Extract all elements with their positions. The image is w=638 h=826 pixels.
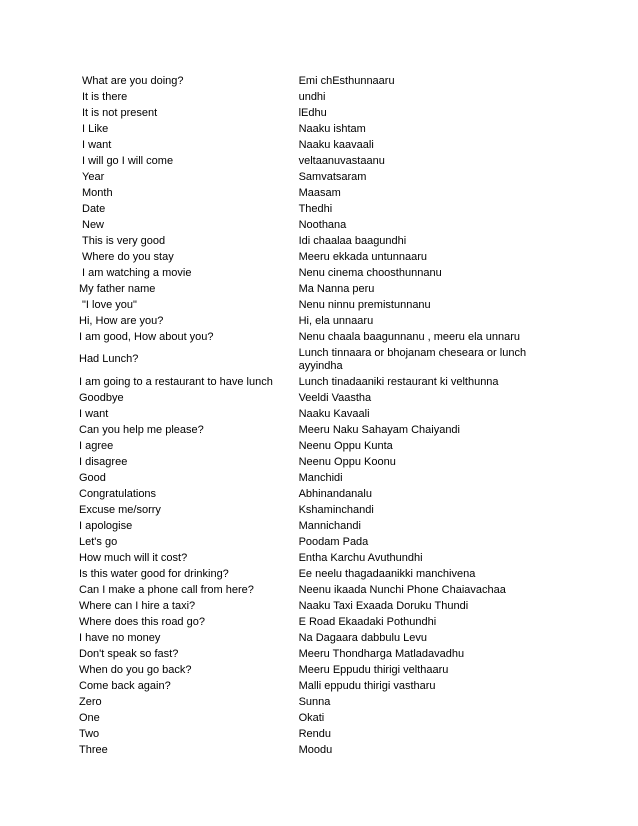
table-row — [79, 582, 549, 598]
table-row — [79, 233, 549, 249]
telugu-phrase: Naaku kaavaali — [298, 138, 374, 151]
telugu-phrase: Okati — [298, 711, 325, 724]
table-row — [79, 646, 549, 662]
english-phrase: Zero — [79, 695, 102, 708]
english-phrase: Three — [79, 743, 108, 756]
table-row — [79, 422, 549, 438]
table-row — [79, 518, 549, 534]
table-row — [79, 217, 549, 233]
table-row — [79, 742, 549, 758]
english-phrase: I agree — [79, 439, 114, 452]
table-row — [79, 137, 549, 153]
table-row — [79, 662, 549, 678]
english-phrase: Congratulations — [79, 487, 157, 500]
telugu-phrase: Meeru Naku Sahayam Chaiyandi — [298, 423, 460, 436]
table-row — [79, 550, 549, 566]
table-row — [79, 374, 549, 390]
table-row — [79, 249, 549, 265]
english-phrase: Let's go — [79, 535, 118, 548]
table-row — [79, 454, 549, 470]
telugu-phrase: Idi chaalaa baagundhi — [298, 234, 407, 247]
english-phrase: Where does this road go? — [79, 615, 205, 628]
table-row — [79, 345, 549, 374]
english-phrase: Can I make a phone call from here? — [79, 583, 254, 596]
telugu-phrase: Meeru Thondharga Matladavadhu — [298, 647, 465, 660]
table-row — [79, 710, 549, 726]
english-phrase: I will go I will come — [82, 154, 174, 167]
table-row — [79, 265, 549, 281]
table-row — [79, 169, 549, 185]
english-phrase: I want — [82, 138, 112, 151]
table-row — [79, 406, 549, 422]
table-row — [79, 297, 549, 313]
telugu-phrase: E Road Ekaadaki Pothundhi — [298, 615, 437, 628]
phrase-table — [79, 73, 549, 758]
english-phrase: I am watching a movie — [82, 266, 192, 279]
telugu-phrase: Malli eppudu thirigi vastharu — [298, 679, 436, 692]
telugu-phrase: Neenu ikaada Nunchi Phone Chaiavachaa — [298, 583, 506, 596]
table-row — [79, 470, 549, 486]
telugu-phrase: Meeru Eppudu thirigi velthaaru — [298, 663, 449, 676]
english-phrase: It is not present — [82, 106, 158, 119]
english-phrase: Is this water good for drinking? — [79, 567, 229, 580]
telugu-phrase: Sunna — [298, 695, 331, 708]
table-row — [79, 329, 549, 345]
english-phrase: I want — [79, 407, 109, 420]
telugu-phrase: Noothana — [298, 218, 347, 231]
english-phrase: I disagree — [79, 455, 128, 468]
table-row — [79, 390, 549, 406]
telugu-phrase: Lunch tinnaara or bhojanam cheseara or lunch ayyindha — [298, 346, 527, 372]
telugu-phrase: Moodu — [298, 743, 333, 756]
english-phrase: Hi, How are you? — [79, 314, 164, 327]
telugu-phrase: Kshaminchandi — [298, 503, 374, 516]
telugu-phrase: Nenu ninnu premistunnanu — [298, 298, 431, 311]
telugu-phrase: Nenu chaala baagunnanu , meeru ela unnaru — [298, 330, 520, 343]
english-phrase: What are you doing? — [82, 74, 184, 87]
telugu-phrase: Ee neelu thagadaanikki manchivena — [298, 567, 476, 580]
english-phrase: I have no money — [79, 631, 161, 644]
telugu-phrase: Hi, ela unnaaru — [298, 314, 374, 327]
english-phrase: It is there — [82, 90, 128, 103]
english-phrase: When do you go back? — [79, 663, 192, 676]
table-row — [79, 566, 549, 582]
telugu-phrase: Meeru ekkada untunnaaru — [298, 250, 428, 263]
english-phrase: Goodbye — [79, 391, 124, 404]
table-row — [79, 89, 549, 105]
telugu-phrase: Maasam — [298, 186, 341, 199]
telugu-phrase: Nenu cinema choosthunnanu — [298, 266, 442, 279]
table-row — [79, 281, 549, 297]
english-phrase: Excuse me/sorry — [79, 503, 161, 516]
english-phrase: I am going to a restaurant to have lunch — [79, 375, 273, 388]
table-row — [79, 105, 549, 121]
english-phrase: New — [82, 218, 105, 231]
table-row — [79, 678, 549, 694]
telugu-phrase: Poodam Pada — [298, 535, 369, 548]
english-phrase: This is very good — [82, 234, 166, 247]
table-row — [79, 153, 549, 169]
table-row — [79, 598, 549, 614]
english-phrase: "I love you" — [82, 298, 137, 311]
table-row — [79, 630, 549, 646]
english-phrase: How much will it cost? — [79, 551, 188, 564]
telugu-phrase: Naaku Kavaali — [298, 407, 370, 420]
telugu-phrase: Mannichandi — [298, 519, 361, 532]
telugu-phrase: undhi — [298, 90, 326, 103]
telugu-phrase: Naaku ishtam — [298, 122, 366, 135]
english-phrase: I am good, How about you? — [79, 330, 214, 343]
english-phrase: I apologise — [79, 519, 133, 532]
table-row — [79, 486, 549, 502]
table-row — [79, 313, 549, 329]
telugu-phrase: Veeldi Vaastha — [298, 391, 372, 404]
telugu-phrase: lEdhu — [298, 106, 327, 119]
english-phrase: I Like — [82, 122, 109, 135]
telugu-phrase: Emi chEsthunnaaru — [298, 74, 395, 87]
table-row — [79, 726, 549, 742]
english-phrase: Don't speak so fast? — [79, 647, 179, 660]
table-row — [79, 201, 549, 217]
english-phrase: One — [79, 711, 100, 724]
table-row — [79, 534, 549, 550]
table-row — [79, 121, 549, 137]
table-row — [79, 438, 549, 454]
telugu-phrase: Na Dagaara dabbulu Levu — [298, 631, 428, 644]
telugu-phrase: Lunch tinadaaniki restaurant ki velthunna — [298, 375, 499, 388]
english-phrase: Month — [82, 186, 113, 199]
telugu-phrase: Neenu Oppu Koonu — [298, 455, 396, 468]
telugu-phrase: veltaanuvastaanu — [298, 154, 385, 167]
english-phrase: Good — [79, 471, 106, 484]
telugu-phrase: Manchidi — [298, 471, 343, 484]
telugu-phrase: Entha Karchu Avuthundhi — [298, 551, 423, 564]
table-row — [79, 502, 549, 518]
english-phrase: Can you help me please? — [79, 423, 204, 436]
table-row — [79, 73, 549, 89]
telugu-phrase: Neenu Oppu Kunta — [298, 439, 393, 452]
telugu-phrase: Naaku Taxi Exaada Doruku Thundi — [298, 599, 469, 612]
telugu-phrase: Abhinandanalu — [298, 487, 372, 500]
english-phrase: Had Lunch? — [79, 353, 139, 365]
english-phrase: Date — [82, 202, 106, 215]
english-phrase: Two — [79, 727, 100, 740]
table-row — [79, 694, 549, 710]
phrase-rows — [79, 73, 549, 758]
english-phrase: Where do you stay — [82, 250, 174, 263]
table-row — [79, 185, 549, 201]
english-phrase: Year — [82, 170, 105, 183]
english-phrase: Where can I hire a taxi? — [79, 599, 196, 612]
table-row — [79, 614, 549, 630]
telugu-phrase: Samvatsaram — [298, 170, 367, 183]
telugu-phrase: Ma Nanna peru — [298, 282, 375, 295]
telugu-phrase: Rendu — [298, 727, 331, 740]
telugu-phrase: Thedhi — [298, 202, 333, 215]
english-phrase: My father name — [79, 282, 156, 295]
english-phrase: Come back again? — [79, 679, 171, 692]
